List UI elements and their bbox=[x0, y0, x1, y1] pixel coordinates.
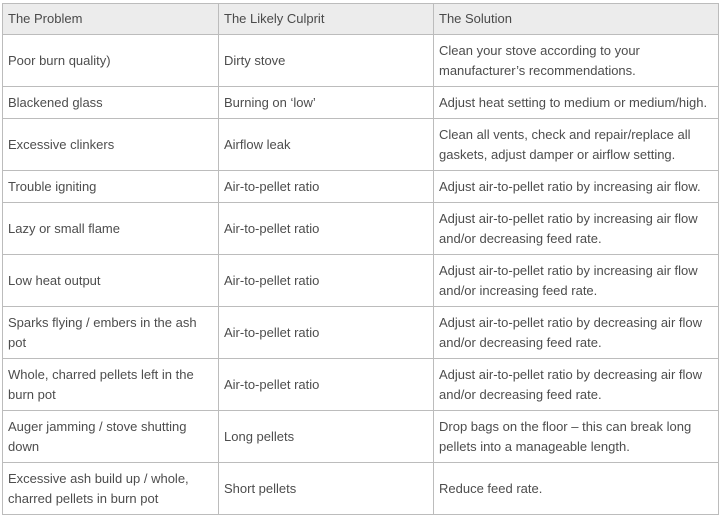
problem-cell: Sparks flying / embers in the ash pot bbox=[3, 307, 219, 359]
table-row bbox=[3, 171, 719, 203]
table-row bbox=[3, 307, 719, 359]
culprit-cell: Air-to-pellet ratio bbox=[219, 307, 434, 359]
solution-cell: Adjust air-to-pellet ratio by decreasing air flow and/or decreasing feed rate. bbox=[434, 307, 719, 359]
problem-cell: Whole, charred pellets left in the burn pot bbox=[3, 359, 219, 411]
culprit-cell: Air-to-pellet ratio bbox=[219, 171, 434, 203]
culprit-cell: Air-to-pellet ratio bbox=[219, 255, 434, 307]
culprit-cell: Air-to-pellet ratio bbox=[219, 203, 434, 255]
solution-cell: Adjust heat setting to medium or medium/high. bbox=[434, 87, 719, 119]
table-row bbox=[3, 203, 719, 255]
header-row bbox=[3, 4, 719, 35]
solution-cell: Drop bags on the floor – this can break long pellets into a manageable length. bbox=[434, 411, 719, 463]
table-row bbox=[3, 411, 719, 463]
problem-cell: Excessive clinkers bbox=[3, 119, 219, 171]
problem-cell: Low heat output bbox=[3, 255, 219, 307]
solution-cell: Adjust air-to-pellet ratio by increasing air flow. bbox=[434, 171, 719, 203]
table-body bbox=[3, 35, 719, 515]
problem-cell: Excessive ash build up / whole, charred pellets in burn pot bbox=[3, 463, 219, 515]
solution-cell: Clean your stove according to your manufacturer’s recommendations. bbox=[434, 35, 719, 87]
culprit-cell: Burning on ‘low’ bbox=[219, 87, 434, 119]
problem-cell: Poor burn quality) bbox=[3, 35, 219, 87]
table-row bbox=[3, 119, 719, 171]
table-row bbox=[3, 35, 719, 87]
culprit-cell: Air-to-pellet ratio bbox=[219, 359, 434, 411]
table-header bbox=[3, 4, 719, 35]
solution-cell: Clean all vents, check and repair/replace all gaskets, adjust damper or airflow setting. bbox=[434, 119, 719, 171]
troubleshooting-table bbox=[2, 3, 719, 515]
problem-cell: Lazy or small flame bbox=[3, 203, 219, 255]
solution-cell: Adjust air-to-pellet ratio by increasing air flow and/or decreasing feed rate. bbox=[434, 203, 719, 255]
culprit-cell: Short pellets bbox=[219, 463, 434, 515]
table-row bbox=[3, 87, 719, 119]
culprit-cell: Long pellets bbox=[219, 411, 434, 463]
column-header-solution: The Solution bbox=[434, 4, 719, 35]
column-header-culprit: The Likely Culprit bbox=[219, 4, 434, 35]
culprit-cell: Dirty stove bbox=[219, 35, 434, 87]
problem-cell: Auger jamming / stove shutting down bbox=[3, 411, 219, 463]
solution-cell: Reduce feed rate. bbox=[434, 463, 719, 515]
culprit-cell: Airflow leak bbox=[219, 119, 434, 171]
problem-cell: Trouble igniting bbox=[3, 171, 219, 203]
solution-cell: Adjust air-to-pellet ratio by decreasing air flow and/or decreasing feed rate. bbox=[434, 359, 719, 411]
column-header-problem: The Problem bbox=[3, 4, 219, 35]
solution-cell: Adjust air-to-pellet ratio by increasing air flow and/or increasing feed rate. bbox=[434, 255, 719, 307]
table-row bbox=[3, 255, 719, 307]
table-row bbox=[3, 463, 719, 515]
table-row bbox=[3, 359, 719, 411]
problem-cell: Blackened glass bbox=[3, 87, 219, 119]
